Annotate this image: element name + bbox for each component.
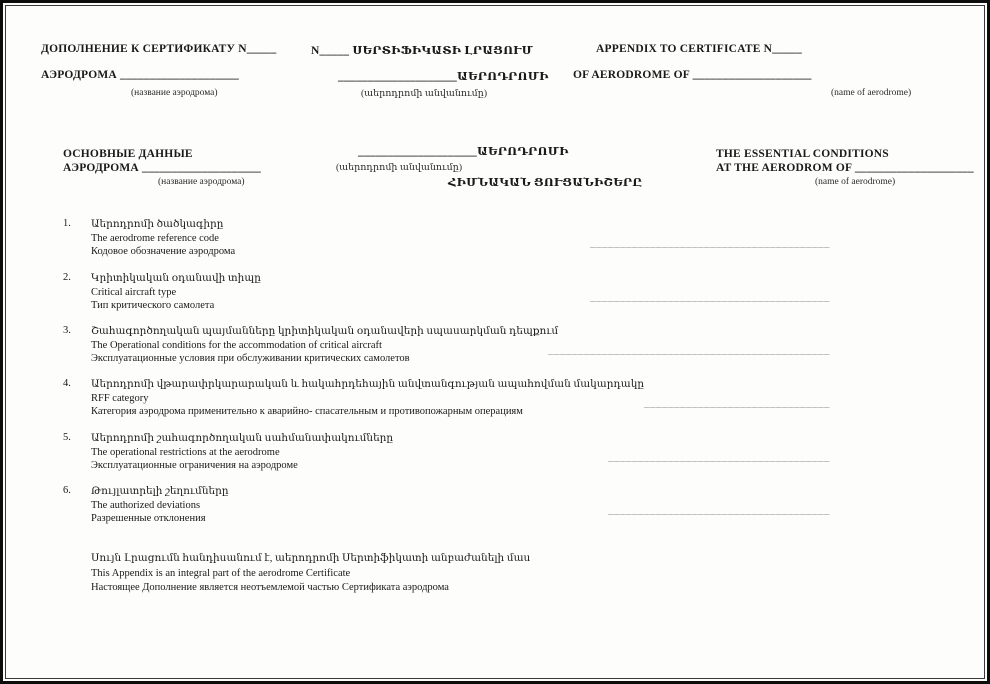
subheader-aerodrome-english: AT THE AERODROM OF ____________________: [716, 162, 974, 174]
item-6-label-english: The authorized deviations: [91, 499, 201, 511]
form-item-2: [63, 272, 261, 313]
item-1-label-english: The aerodrome reference code: [91, 232, 219, 244]
subheader-title-russian: ОСНОВНЫЕ ДАННЫЕ: [63, 148, 193, 160]
form-item-1: [63, 218, 235, 259]
header-title-english: APPENDIX TO CERTIFICATE N_____: [596, 43, 802, 55]
form-item-4: [63, 378, 644, 419]
item-5-label-russian: Эксплуатационные ограничения на аэродроме: [91, 460, 298, 471]
item-2-label-armenian: Կրիտիկական օդանավի տիպը: [91, 273, 261, 284]
item-2-blank-line: ________________________________________: [590, 291, 830, 303]
item-1-label-russian: Кодовое обозначение аэродрома: [91, 246, 236, 257]
item-2-label-english: Critical aircraft type: [91, 286, 177, 298]
footer-statement-english: This Appendix is an integral part of the aerodrome Certificate: [91, 567, 351, 579]
header-aerodrome-line-russian: АЭРОДРОМА ____________________: [41, 69, 239, 81]
subheader-caption-armenian: (աերոդրոմի անվանումը): [336, 163, 463, 173]
subheader-title-english: THE ESSENTIAL CONDITIONS: [716, 148, 889, 160]
header-caption-armenian: (աերոդրոմի անվանումը): [361, 89, 488, 99]
header-aerodrome-line-english: OF AERODROME OF ____________________: [573, 69, 812, 81]
subheader-caption-russian: (название аэродрома): [158, 177, 245, 187]
item-4-blank-line: _______________________________: [644, 397, 830, 409]
item-5-label-english: The operational restrictions at the aerodrome: [91, 446, 280, 458]
item-2-label-russian: Тип критического самолета: [91, 300, 215, 311]
item-number: 5.: [63, 432, 71, 443]
subheader-caption-english: (name of aerodrome): [815, 177, 896, 187]
header-aerodrome-line-armenian: ____________________ԱԵՐՈԴՐՈՄԻ: [338, 71, 549, 83]
subheader-indicators-armenian: ՀԻՄՆԱԿԱՆ ՑՈՒՑԱՆԻՇԵՐԸ: [448, 177, 643, 189]
item-3-label-english: The Operational conditions for the accommodation of critical aircraft: [91, 339, 382, 351]
item-3-blank-line: _______________________________________________: [548, 344, 830, 356]
subheader-aerodrome-armenian: ____________________ԱԵՐՈԴՐՈՄԻ: [358, 146, 569, 158]
item-6-label-russian: Разрешенные отклонения: [91, 513, 206, 524]
footer-statement-russian: Настоящее Дополнение является неотъемлемой частью Сертификата аэродрома: [91, 582, 449, 593]
item-5-label-armenian: Աերոդրոմի շահագործողական սահմանափակումները: [91, 433, 394, 444]
form-item-5: [63, 432, 393, 473]
footer-statement-armenian: Սույն Լրացումն հանդիսանում է, աերոդրոմի Սերտիֆիկատի անբաժանելի մաս: [91, 553, 531, 564]
item-number: 3.: [63, 325, 71, 336]
item-4-label-russian: Категория аэродрома применительно к аварийно- спасательным и противопожарным операциям: [91, 406, 523, 417]
item-6-blank-line: _____________________________________: [608, 504, 830, 516]
item-1-blank-line: ________________________________________: [590, 237, 830, 249]
header-caption-russian: (название аэродрома): [131, 88, 218, 98]
item-1-label-armenian: Աերոդրոմի ծածկագիրը: [91, 219, 224, 230]
item-number: 2.: [63, 272, 71, 283]
item-3-label-russian: Эксплуатационные условия при обслуживании критических самолетов: [91, 353, 410, 364]
form-item-3: [63, 325, 558, 366]
item-4-label-english: RFF category: [91, 392, 149, 404]
item-number: 6.: [63, 485, 71, 496]
header-title-armenian: N_____ ՍԵՐՏԻՖԻԿԱՏԻ ԼՐԱՑՈՒՄ: [311, 45, 534, 57]
subheader-aerodrome-russian: АЭРОДРОМА ____________________: [63, 162, 261, 174]
header-caption-english: (name of aerodrome): [831, 88, 912, 98]
item-5-blank-line: _____________________________________: [608, 451, 830, 463]
item-4-label-armenian: Աերոդրոմի վթարափրկարարական և հակահրդեհային անվտանգության ապահովման մակարդակը: [91, 379, 645, 390]
header-title-russian: ДОПОЛНЕНИЕ К СЕРТИФИКАТУ N_____: [41, 43, 277, 55]
item-number: 4.: [63, 378, 71, 389]
item-number: 1.: [63, 218, 71, 229]
footer-statement: [91, 552, 530, 596]
form-item-6: [63, 485, 229, 526]
item-3-label-armenian: Շահագործողական պայմանները կրիտիկական օդանավերի սպասարկման դեպքում: [91, 326, 559, 337]
item-6-label-armenian: Թույլատրելի շեղումները: [91, 486, 229, 497]
